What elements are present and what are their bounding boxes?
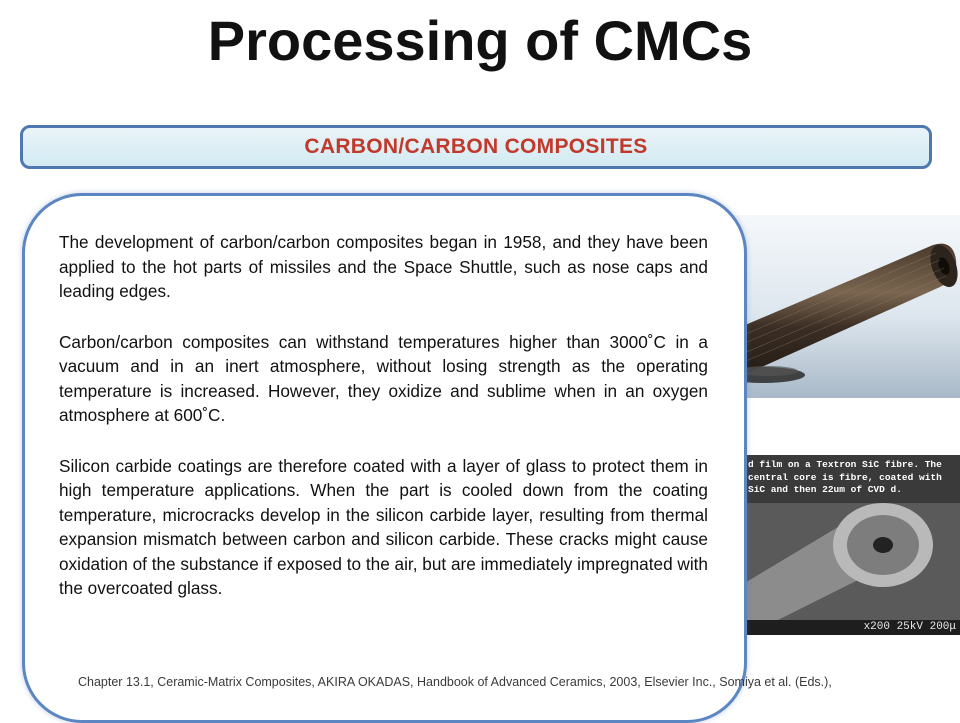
section-banner — [20, 125, 932, 169]
citation: Chapter 13.1, Ceramic-Matrix Composites, AKIRA OKADAS, Handbook of Advanced Ceramics, 2003, Elsevier Inc., Somiya et al. (Eds.), — [78, 675, 832, 689]
section-heading: CARBON/CARBON COMPOSITES — [304, 135, 648, 158]
paragraph-history: The development of carbon/carbon composites began in 1958, and they have been applied to the hot parts of missiles and the Space Shuttle, such as nose caps and leading edges. — [59, 232, 708, 301]
content-text-box — [22, 193, 747, 723]
page-title: Processing of CMCs — [207, 9, 753, 72]
micrograph-caption: d film on a Textron SiC fibre. The central core is fibre, coated with SiC and then 22um of CVD d. — [748, 459, 942, 495]
micrograph-scale-bar: x200 25kV 200μ — [863, 621, 956, 633]
paragraph-coatings: Silicon carbide coatings are therefore coated with a layer of glass to protect them in high temperature applications. When the part is cooled down from the coating temperature, microcracks develop in the silicon carbide layer, resulting from thermal expansion mismatch between carbon and silicon carbide. These cracks might cause oxidation of the substance if exposed to the air, but are immediately impregnated with the overcoated glass. — [59, 455, 708, 598]
paragraph-temperature: Carbon/carbon composites can withstand temperatures higher than 3000˚C in a vacuum and in an inert atmosphere, without losing strength as the operating temperature is increased. However, they oxidize and sublime when in an oxygen atmosphere at 600˚C. — [59, 331, 708, 425]
